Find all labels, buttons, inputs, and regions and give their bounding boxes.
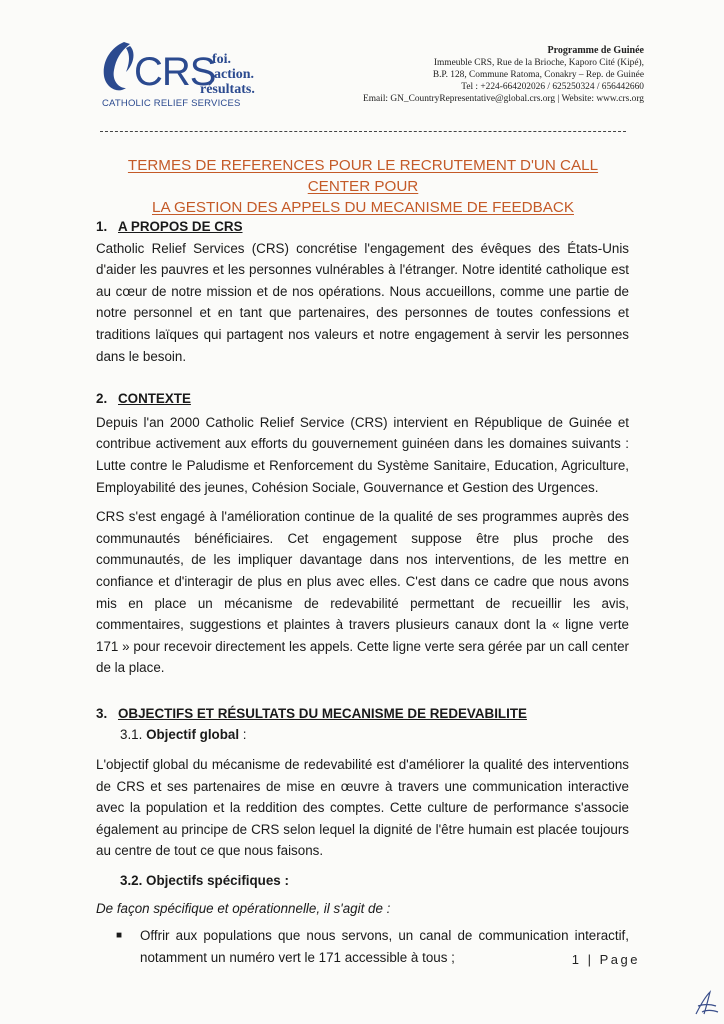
section-heading xyxy=(96,388,629,410)
subsection-suffix: : xyxy=(239,727,247,743)
subsection-heading xyxy=(96,724,629,746)
intro-line: De façon spécifique et opérationnelle, il s'agit de : xyxy=(96,900,391,916)
section-heading xyxy=(96,216,629,238)
section-number: 1. xyxy=(96,219,108,234)
subsection-title: 3.2. Objectifs spécifiques : xyxy=(120,873,289,889)
slogan-line: résultats. xyxy=(200,82,255,97)
section-title: A PROPOS DE CRS xyxy=(118,219,243,234)
contact-line: Immeuble CRS, Rue de la Brioche, Kaporo Cité (Kipé), xyxy=(433,58,644,68)
document-body xyxy=(96,216,629,968)
paragraph: L'objectif global du mécanisme de redevabilité est d'améliorer la qualité des interventions de CRS et ses partenaires de mise en œuvre à travers une communication interactive avec la population et la reddition des comptes. Cette culture de performance s'associe également au principe de CRS selon lequel la dignité de l'être humain est placée toujours au centre de tout ce que nous faisons. xyxy=(96,757,629,859)
page-number: 1 | Page xyxy=(571,952,640,967)
paragraph: Depuis l'an 2000 Catholic Relief Service (CRS) intervient en République de Guinée et contribue activement aux efforts du gouvernement guinéen dans les domaines suivants : Lutte contre le Paludisme et Renforcement du Système Sanitaire, Education, Agriculture, Employabilité des jeunes, Cohésion Sociale, Gouvernance et Gestion des Urgences. xyxy=(96,414,629,495)
bullet-icon: ■ xyxy=(116,930,123,942)
section-title: OBJECTIFS ET RÉSULTATS DU MECANISME DE REDEVABILITE xyxy=(118,705,527,721)
title-line: TERMES DE REFERENCES POUR LE RECRUTEMENT D'UN CALL CENTER POUR xyxy=(127,157,599,195)
subsection-number: 3.1. xyxy=(120,727,143,743)
contact-line: Email: GN_CountryRepresentative@global.crs.org | Website: www.crs.org xyxy=(363,94,644,104)
contact-line: B.P. 128, Commune Ratoma, Conakry – Rep. de Guinée xyxy=(432,70,644,80)
program-name: Programme de Guinée xyxy=(547,45,644,56)
subsection-heading xyxy=(96,870,629,892)
subsection-title: Objectif global xyxy=(146,727,240,743)
paragraph: CRS s'est engagé à l'amélioration continue de la qualité de ses programmes auprès des communautés bénéficiaires. Cet engagement suppose être plus proche des communautés, de les impliquer davantage dans nos interventions, de les mettre en confiance et d'interagir de plus en plus avec elles. C'est dans ce cadre que nous avons mis en place un mécanisme de redevabilité permettant de recueillir les avis, commentaires, suggestions et plaintes à travers plusieurs canaux dont la « ligne verte 171 » pour recevoir directement les appels. Cette ligne verte sera gérée par un call center de la place. xyxy=(96,509,629,676)
slogan xyxy=(200,52,255,97)
section-number: 3. xyxy=(96,705,108,721)
contact-block xyxy=(363,45,644,105)
section-title: CONTEXTE xyxy=(118,391,191,407)
slogan-line: foi. xyxy=(212,52,232,67)
section-heading xyxy=(96,703,629,725)
document-title xyxy=(96,155,630,218)
list-item-text: Offrir aux populations que nous servons, un canal de communication interactif, notamment un numéro vert le 171 accessible à tous ; xyxy=(140,928,629,965)
logo-text: CRS xyxy=(134,50,216,94)
logo-tagline: CATHOLIC RELIEF SERVICES xyxy=(102,98,241,109)
contact-line: Tel : +224-664202026 / 625250324 / 656442660 xyxy=(461,82,644,92)
signature-initials xyxy=(692,988,720,1018)
paragraph: Catholic Relief Services (CRS) concrétise l'engagement des évêques des États-Unis d'aider les pauvres et les personnes vulnérables à l'étranger. Notre identité catholique est au cœur de notre mission et de nos opérations. Nous accueillons, comme une partie de notre personnel et en tant que partenaires, des personnes de toutes confessions et traditions laïques qui partagent nos valeurs et notre engagement à servir les personnes dans le besoin. xyxy=(96,240,629,364)
crs-logo xyxy=(96,38,296,112)
section-number: 2. xyxy=(96,391,108,407)
slogan-line: action. xyxy=(214,67,255,82)
title-line: LA GESTION DES APPELS DU MECANISME DE FEEDBACK xyxy=(152,199,574,216)
header-divider xyxy=(100,131,626,132)
list-item xyxy=(96,925,629,968)
